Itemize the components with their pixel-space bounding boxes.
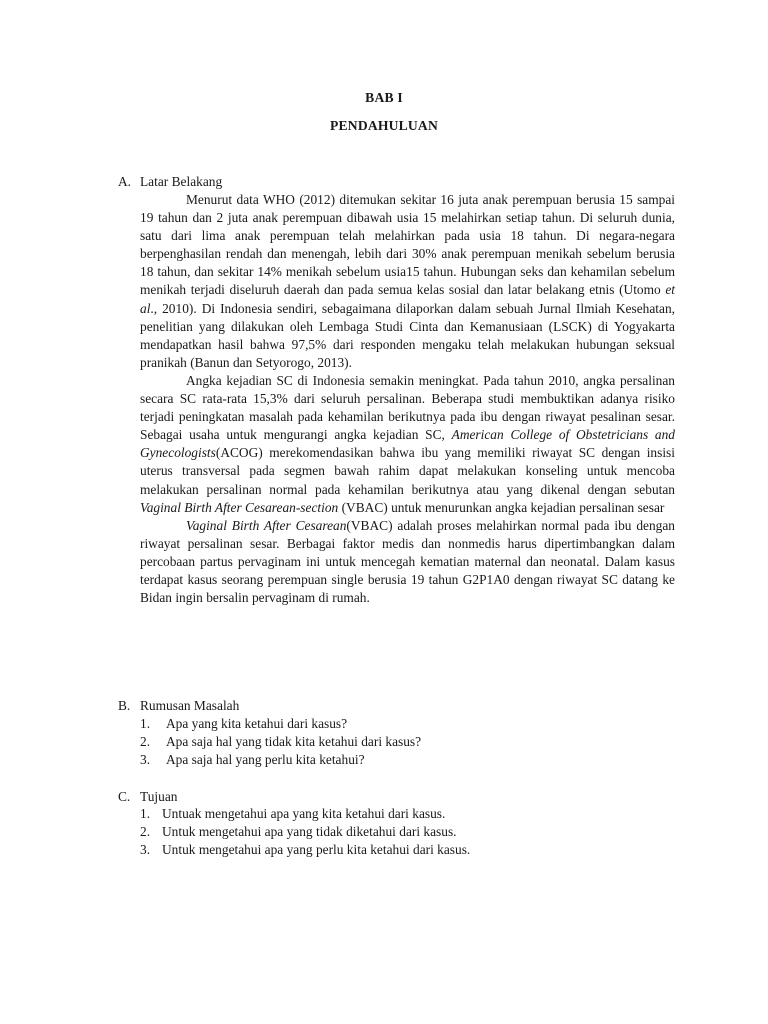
chapter-number: BAB I	[365, 90, 403, 105]
list-item	[140, 733, 421, 751]
list-item	[140, 805, 470, 823]
paragraph-2-text-b: (ACOG) merekomendasikan bahwa ibu yang memiliki riwayat SC dengan insisi uterus transversal pada segmen bawah rahim dapat melakukan konseling untuk mencoba melakukan persalinan normal pada kehamilan berikutnya atau yang dikenal dengan sebutan	[140, 445, 675, 497]
section-c-title: Tujuan	[140, 789, 178, 804]
list-item	[140, 715, 421, 733]
section-b-letter: B.	[118, 698, 131, 713]
paragraph-2-italic-acog: American College of Obstetricians and Gynecologists	[140, 427, 676, 461]
section-b-heading	[118, 697, 239, 715]
paragraph-3	[140, 517, 675, 607]
list-item	[140, 751, 421, 769]
paragraph-3-italic: Vaginal Birth After Cesarean	[186, 517, 347, 533]
list-item-text: Untuak mengetahui apa yang kita ketahui dari kasus.	[162, 806, 446, 821]
list-item-text: Apa saja hal yang perlu kita ketahui?	[166, 752, 365, 768]
paragraph-1	[140, 191, 675, 372]
list-item-text: Apa yang kita ketahui dari kasus?	[166, 716, 348, 731]
paragraph-3-text: (VBAC) adalah proses melahirkan normal pada ibu dengan riwayat persalinan sesar. Berbagai faktor medis dan nonmedis harus dipertimbangkan dalam percobaan partus pervaginam ini untuk mencegah kematian maternal dan neonatal. Dalam kasus terdapat kasus seorang perempuan single berusia 19 tahun G2P1A0 dengan riwayat SC datang ke Bidan ingin bersalin pervaginam di rumah.	[140, 517, 675, 606]
section-b-title: Rumusan Masalah	[140, 698, 240, 713]
paragraph-2-italic-vbac: Vaginal Birth After Cesarean-section	[140, 499, 339, 515]
section-a-title: Latar Belakang	[140, 174, 223, 189]
section-b-list	[140, 715, 421, 770]
paragraph-1-text-a: Menurut data WHO (2012) ditemukan sekitar 16 juta anak perempuan berusia 15 sampai 19 tahun dan 2 juta anak perempuan dibawah usia 15 melahirkan setiap tahun. Di seluruh dunia, satu dari lima anak perempuan telah melahirkan pada usia 18 tahun. Di negara-negara berpenghasilan rendah dan menengah, lebih dari 30% anak perempuan menikah sebelum berusia 18 tahun, dan sekitar 14% menikah sebelum usia15 tahun. Hubungan seks dan kehamilan sebelum menikah terjadi diseluruh daerah dan pada semua kelas sosial dan latar belakang etnis (Utomo	[140, 192, 675, 298]
section-a-body	[140, 191, 675, 607]
section-a-letter: A.	[118, 174, 132, 189]
paragraph-2-text-c: (VBAC) untuk menurunkan angka kejadian persalinan sesar	[338, 499, 665, 515]
list-item-text: Apa saja hal yang tidak kita ketahui dari kasus?	[166, 734, 422, 750]
list-item	[140, 823, 470, 841]
list-item-number: 2.	[140, 734, 151, 750]
list-item-number: 1.	[140, 806, 151, 821]
chapter-title: PENDAHULUAN	[330, 118, 438, 133]
list-item-number: 3.	[140, 842, 151, 858]
paragraph-1-text-b: ., 2010). Di Indonesia sendiri, sebagaimana dilaporkan dalam sebuah Jurnal Ilmiah Kesehatan, penelitian yang dilakukan oleh Lembaga Studi Cinta dan Kemanusiaan (LSCK) di Yogyakarta mendapatkan hasil bahwa 97,5% dari responden mengaku telah melakukan hubungan seksual pranikah (Banun dan Setyorogo, 2013).	[140, 300, 675, 370]
list-item-text: Untuk mengetahui apa yang perlu kita ketahui dari kasus.	[162, 842, 471, 858]
section-c-letter: C.	[118, 789, 131, 804]
section-c-heading	[118, 788, 177, 806]
list-item-text: Untuk mengetahui apa yang tidak diketahui dari kasus.	[162, 824, 457, 840]
list-item	[140, 841, 470, 859]
list-item-number: 2.	[140, 824, 151, 840]
paragraph-2	[140, 372, 675, 517]
section-c-list	[140, 805, 470, 860]
list-item-number: 3.	[140, 752, 151, 768]
paragraph-2-text-a: Angka kejadian SC di Indonesia semakin meningkat. Pada tahun 2010, angka persalinan secara SC rata-rata 15,3% dari seluruh persalinan. Beberapa studi membuktikan adanya risiko terjadi peningkatan masalah pada kehamilan berikutnya pada ibu dengan riwayat pesalinan sesar. Sebagai usaha untuk mengurangi angka kejadian SC,	[140, 372, 675, 443]
list-item-number: 1.	[140, 716, 151, 731]
paragraph-1-italic: et al	[140, 282, 675, 316]
section-a-heading	[118, 173, 222, 191]
